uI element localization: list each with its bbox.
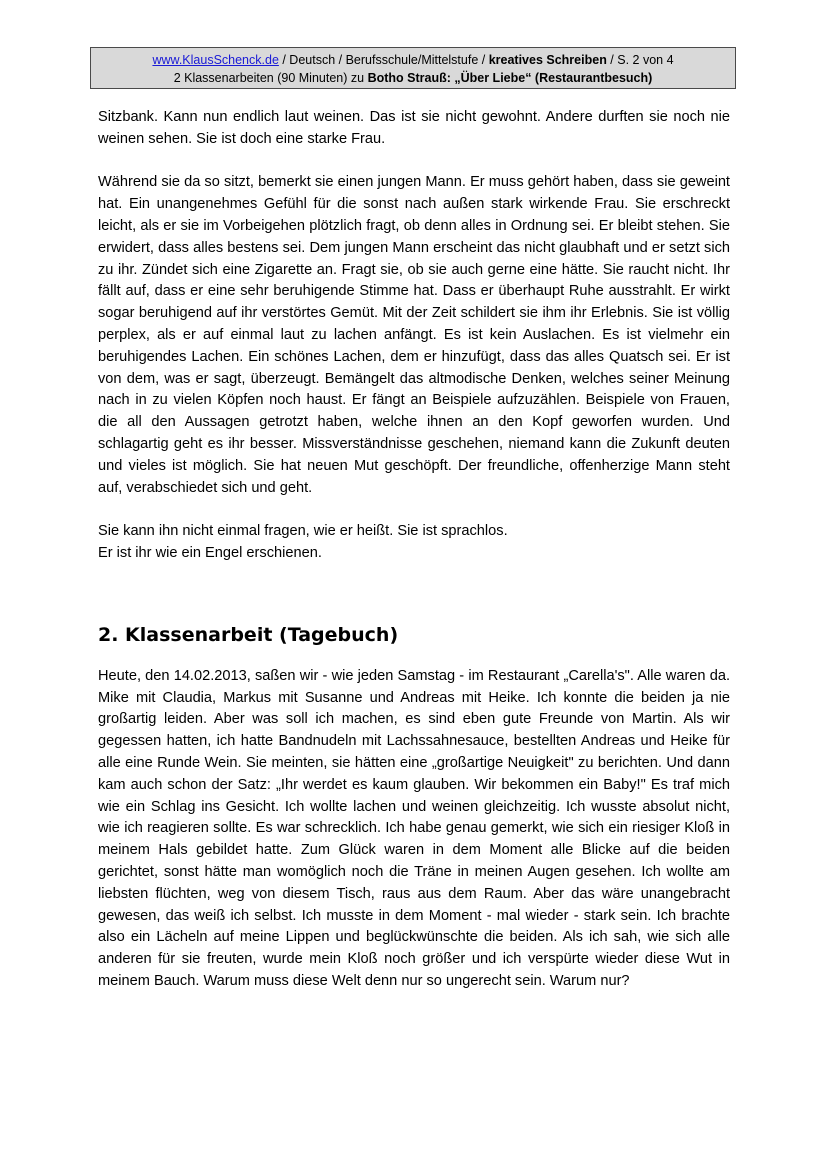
paragraph-1: Sitzbank. Kann nun endlich laut weinen. Das ist sie nicht gewohnt. Andere durften sie noch nie weinen sehen. Sie ist doch eine starke Frau. bbox=[98, 109, 730, 147]
document-body bbox=[98, 107, 730, 993]
header-line-1 bbox=[91, 51, 735, 69]
header-path: / Deutsch / Berufsschule/Mittelstufe / bbox=[278, 53, 489, 67]
website-link[interactable]: www.KlausSchenck.de bbox=[152, 53, 279, 67]
paragraph-2: Während sie da so sitzt, bemerkt sie einen jungen Mann. Er muss gehört haben, dass sie geweint hat. Ein unangenehmes Gefühl für die sonst nach außen stark wirkende Frau. Sie erschreckt leicht, als er sie im Vorbeigehen plötzlich fragt, ob denn alles in Ordnung sei. Er bleibt stehen. Sie erwidert, dass alles bestens sei. Dem jungen Mann erscheint das nicht glaubhaft und er setzt sich zu ihr. Zündet sich eine Zigarette an. Fragt sie, ob sie auch gerne eine hätte. Sie raucht nicht. Ihr fällt auf, dass er eine sehr beruhigende Stimme hat. Dass er überhaupt Ruhe ausstrahlt. Er wirkt sogar beruhigend auf ihr verstörtes Gemüt. Mit der Zeit schildert sie ihm ihr Erlebnis. Sie ist völlig perplex, als er auf einmal laut zu lachen anfängt. Es ist kein Auslachen. Es ist vielmehr ein beruhigendes Lachen. Ein schönes Lachen, dem er hinzufügt, dass das alles Quatsch sei. Er ist von dem, was er sagt, überzeugt. Bemängelt das altmodische Denken, welches seiner Meinung nach in zu vielen Köpfen noch haust. Er fängt an Beispiele aufzuzählen. Beispiele von Frauen, die all den Aussagen getrotzt haben, welche ihnen an den Kopf geworfen wurden. Und schlagartig geht es ihr besser. Missverständnisse geschehen, niemand kann die Zukunft deuten und vieles ist möglich. Sie hat neuen Mut geschöpft. Der freundliche, offenherzige Mann steht auf, verabschiedet sich und geht. bbox=[98, 174, 730, 496]
paragraph-4: Heute, den 14.02.2013, saßen wir - wie jeden Samstag - im Restaurant „Carella's". Alle waren da. Mike mit Claudia, Markus mit Susanne und Andreas mit Heike. Ich konnte die beiden ja nie großartig leiden. Aber was soll ich machen, es sind eben gute Freunde von Martin. Als wir gegessen hatten, ich hatte Bandnudeln mit Lachssahnesauce, bestellten Andreas und Heike für alle eine Runde Wein. Sie meinten, sie hätten eine „großartige Neuigkeit" zu berichten. Und dann kam auch schon der Satz: „Ihr werdet es kaum glauben. Wir bekommen ein Baby!" Es traf mich wie ein Schlag ins Gesicht. Ich wollte lachen und weinen gleichzeitig. Ich wusste absolut nicht, wie ich reagieren sollte. Es war schrecklich. Ich habe genau gemerkt, wie sich ein riesiger Kloß in meinem Hals gebildet hatte. Zum Glück waren in dem Moment alle Blicke auf die beiden gerichtet, sonst hätte man womöglich noch die Träne in meinen Augen gesehen. Ich wollte am liebsten flüchten, weg von diesem Tisch, raus aus dem Raum. Aber das wäre unangebracht gewesen, das weiß ich selbst. Ich musste in dem Moment - mal wieder - stark sein. Ich brachte also ein Lächeln auf meine Lippen und beglückwünschte die beiden. Als ich sah, wie sich alle anderen für sie freuten, wurde mein Kloß noch größer und ich verspürte wieder diese Wut in meinem Bauch. Warum muss diese Welt denn nur so ungerecht sein. Warum nur? bbox=[98, 667, 730, 989]
paragraph-3 bbox=[98, 521, 730, 565]
paragraph-3-line-1: Sie kann ihn nicht einmal fragen, wie er heißt. Sie ist sprachlos. bbox=[98, 523, 508, 540]
header-topic: kreatives Schreiben bbox=[488, 53, 607, 67]
header-line-2 bbox=[91, 69, 735, 87]
paragraph-3-line-2: Er ist ihr wie ein Engel erschienen. bbox=[98, 544, 322, 561]
page-header bbox=[90, 47, 736, 89]
header-subtitle: 2 Klassenarbeiten (90 Minuten) zu bbox=[173, 71, 368, 85]
header-page-number: / S. 2 von 4 bbox=[606, 53, 674, 67]
header-work-title: Botho Strauß: „Über Liebe“ (Restaurantbesuch) bbox=[367, 71, 653, 85]
section-heading: 2. Klassenarbeit (Tagebuch) bbox=[98, 623, 399, 646]
